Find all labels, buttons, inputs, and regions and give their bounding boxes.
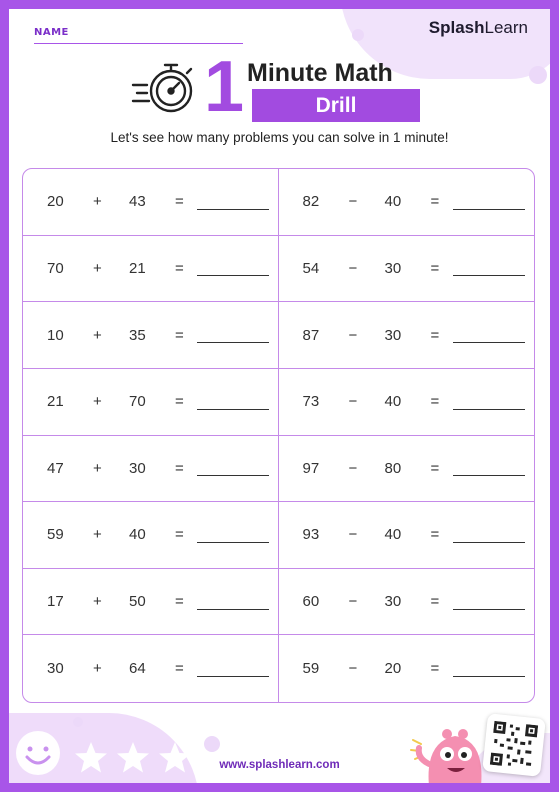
equals-sign: =	[430, 326, 440, 344]
equals-sign: =	[175, 326, 184, 344]
problem-cell	[279, 369, 535, 436]
operand-a: 47	[47, 459, 64, 477]
operand-a: 82	[302, 193, 320, 211]
operand-a: 17	[47, 593, 64, 611]
name-label: NAME	[34, 27, 69, 38]
decor-dot	[529, 66, 547, 84]
decor-dot	[352, 29, 364, 41]
equals-sign: =	[175, 393, 184, 411]
operand-a: 87	[302, 326, 320, 344]
operand-b: 30	[384, 326, 402, 344]
equals-sign: =	[175, 593, 184, 611]
operand-a: 10	[47, 326, 64, 344]
operator: −	[348, 526, 358, 544]
problem-cell	[23, 436, 279, 503]
name-field[interactable]	[34, 43, 243, 44]
problem-cell	[23, 169, 279, 236]
answer-blank[interactable]	[453, 676, 525, 677]
operator: −	[348, 193, 358, 211]
decor-dot	[73, 717, 83, 727]
equals-sign: =	[430, 193, 440, 211]
operator: +	[93, 259, 102, 277]
answer-blank[interactable]	[197, 542, 269, 543]
answer-blank[interactable]	[197, 275, 269, 276]
operand-a: 59	[47, 526, 64, 544]
problem-cell	[279, 302, 535, 369]
problem-cell	[23, 302, 279, 369]
operand-b: 50	[129, 593, 146, 611]
answer-blank[interactable]	[453, 409, 525, 410]
brand-logo-part2: Learn	[484, 18, 528, 37]
operator: +	[93, 526, 102, 544]
operand-a: 97	[302, 459, 320, 477]
title-number: 1	[204, 47, 245, 127]
equals-sign: =	[175, 193, 184, 211]
operand-b: 30	[129, 459, 146, 477]
operator: −	[348, 259, 358, 277]
operand-a: 60	[302, 593, 320, 611]
operand-b: 80	[384, 459, 402, 477]
problem-cell	[279, 502, 535, 569]
answer-blank[interactable]	[197, 676, 269, 677]
operand-a: 30	[47, 660, 64, 678]
equals-sign: =	[175, 459, 184, 477]
problem-cell	[279, 236, 535, 303]
answer-blank[interactable]	[453, 209, 525, 210]
equals-sign: =	[430, 259, 440, 277]
operator: −	[348, 393, 358, 411]
problem-cell	[279, 569, 535, 636]
page-title: Minute Math	[247, 59, 393, 87]
answer-blank[interactable]	[197, 475, 269, 476]
operator: +	[93, 593, 102, 611]
operator: +	[93, 193, 102, 211]
answer-blank[interactable]	[453, 342, 525, 343]
operator: −	[348, 459, 358, 477]
smiley-icon	[12, 727, 64, 779]
problem-cell	[23, 502, 279, 569]
problem-cell	[23, 369, 279, 436]
operand-a: 93	[302, 526, 320, 544]
brand-logo	[429, 18, 528, 38]
decor-dot	[204, 736, 220, 752]
operand-b: 20	[384, 660, 402, 678]
operator: −	[348, 326, 358, 344]
answer-blank[interactable]	[197, 342, 269, 343]
operand-b: 43	[129, 193, 146, 211]
operand-b: 70	[129, 393, 146, 411]
instructions: Let's see how many problems you can solve in 1 minute!	[110, 130, 449, 145]
operand-b: 40	[384, 393, 402, 411]
equals-sign: =	[175, 526, 184, 544]
operator: −	[348, 593, 358, 611]
answer-blank[interactable]	[453, 609, 525, 610]
footer-url[interactable]: www.splashlearn.com	[219, 759, 340, 771]
equals-sign: =	[430, 660, 440, 678]
title-badge: Drill	[252, 89, 420, 122]
equals-sign: =	[430, 393, 440, 411]
operand-b: 21	[129, 259, 146, 277]
equals-sign: =	[430, 526, 440, 544]
operand-b: 35	[129, 326, 146, 344]
operand-a: 21	[47, 393, 64, 411]
problem-cell	[279, 635, 535, 702]
answer-blank[interactable]	[453, 475, 525, 476]
operator: +	[93, 326, 102, 344]
answer-blank[interactable]	[197, 209, 269, 210]
answer-blank[interactable]	[453, 275, 525, 276]
problem-cell	[23, 635, 279, 702]
problem-cell	[23, 236, 279, 303]
operator: +	[93, 660, 102, 678]
answer-blank[interactable]	[453, 542, 525, 543]
operand-a: 73	[302, 393, 320, 411]
equals-sign: =	[430, 593, 440, 611]
operator: +	[93, 459, 102, 477]
answer-blank[interactable]	[197, 409, 269, 410]
operand-a: 70	[47, 259, 64, 277]
problem-cell	[279, 436, 535, 503]
operand-b: 30	[384, 593, 402, 611]
equals-sign: =	[175, 259, 184, 277]
operand-b: 30	[384, 259, 402, 277]
brand-logo-part1: Splash	[428, 18, 485, 37]
operand-a: 20	[47, 193, 64, 211]
operator: −	[348, 660, 358, 678]
stopwatch-icon	[129, 57, 199, 119]
operand-b: 40	[384, 526, 402, 544]
operand-a: 54	[302, 259, 320, 277]
operand-b: 64	[129, 660, 146, 678]
problem-grid	[22, 168, 535, 703]
operand-a: 59	[302, 660, 320, 678]
qr-code-icon[interactable]	[482, 713, 546, 777]
operand-b: 40	[384, 193, 402, 211]
worksheet-sheet	[9, 9, 550, 783]
problem-cell	[23, 569, 279, 636]
operator: +	[93, 393, 102, 411]
operand-b: 40	[129, 526, 146, 544]
problem-cell	[279, 169, 535, 236]
equals-sign: =	[430, 459, 440, 477]
equals-sign: =	[175, 660, 184, 678]
answer-blank[interactable]	[197, 609, 269, 610]
